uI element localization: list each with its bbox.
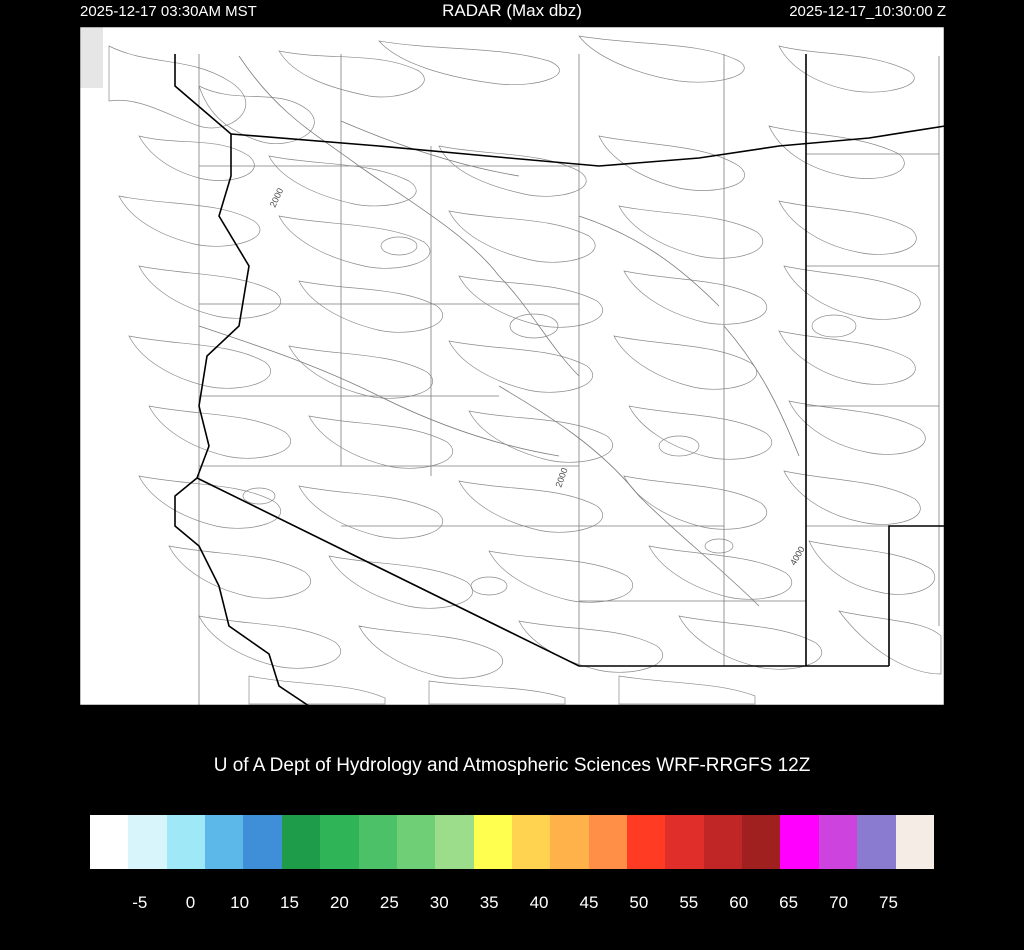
- colorbar-tick-55: 55: [679, 893, 699, 912]
- colorbar-swatch-0: [90, 815, 128, 869]
- colorbar-swatch-18: [780, 815, 818, 869]
- local-timestamp: 2025-12-17 03:30AM MST: [80, 3, 257, 20]
- colorbar-swatch-21: [896, 815, 934, 869]
- colorbar-tick-0: 0: [185, 893, 196, 912]
- colorbar-tick-25: 25: [379, 893, 399, 912]
- page-title: RADAR (Max dbz): [442, 1, 582, 20]
- colorbar-tick-15: 15: [280, 893, 299, 912]
- map-panel: [79, 26, 945, 706]
- colorbar-swatch-11: [512, 815, 550, 869]
- colorbar-tick-30: 30: [429, 893, 449, 912]
- colorbar-swatch-17: [742, 815, 780, 869]
- colorbar-swatch-3: [205, 815, 243, 869]
- colorbar-swatch-9: [435, 815, 473, 869]
- colorbar-swatch-15: [665, 815, 703, 869]
- map-corner-shade: [79, 26, 103, 88]
- colorbar-swatch-7: [359, 815, 397, 869]
- colorbar-tick-45: 45: [579, 893, 599, 912]
- colorbar-swatch-19: [819, 815, 857, 869]
- map-vector-layer: [79, 26, 945, 706]
- colorbar-tick-40: 40: [529, 893, 549, 912]
- colorbar-swatch-10: [474, 815, 512, 869]
- colorbar-tick-35: 35: [479, 893, 499, 912]
- colorbar-swatch-4: [243, 815, 281, 869]
- colorbar: [89, 814, 935, 870]
- colorbar-tick-10: 10: [230, 893, 250, 912]
- contour-label: 2000: [553, 466, 570, 489]
- model-caption: U of A Dept of Hydrology and Atmospheric Sciences WRF-RRGFS 12Z: [213, 755, 811, 776]
- colorbar-swatch-14: [627, 815, 665, 869]
- colorbar-swatch-12: [550, 815, 588, 869]
- colorbar-swatch-20: [857, 815, 895, 869]
- colorbar-swatch-1: [128, 815, 166, 869]
- header-bar: [0, 0, 1024, 26]
- colorbar-tick-70: 70: [829, 893, 849, 912]
- contour-label: 2000: [267, 186, 286, 209]
- colorbar-tick-50: 50: [629, 893, 649, 912]
- colorbar-tick-20: 20: [329, 893, 349, 912]
- colorbar-tick-65: 65: [779, 893, 799, 912]
- colorbar-tick-labels: [89, 893, 935, 917]
- contour-label: 4000: [788, 544, 807, 567]
- colorbar-swatch-6: [320, 815, 358, 869]
- colorbar-swatch-8: [397, 815, 435, 869]
- colorbar-tick-60: 60: [729, 893, 749, 912]
- colorbar-swatch-2: [167, 815, 205, 869]
- colorbar-tick--5: -5: [132, 893, 148, 912]
- colorbar-swatch-5: [282, 815, 320, 869]
- utc-timestamp: 2025-12-17_10:30:00 Z: [789, 3, 946, 20]
- colorbar-tick-75: 75: [879, 893, 898, 912]
- colorbar-swatch-13: [589, 815, 627, 869]
- colorbar-swatch-16: [704, 815, 742, 869]
